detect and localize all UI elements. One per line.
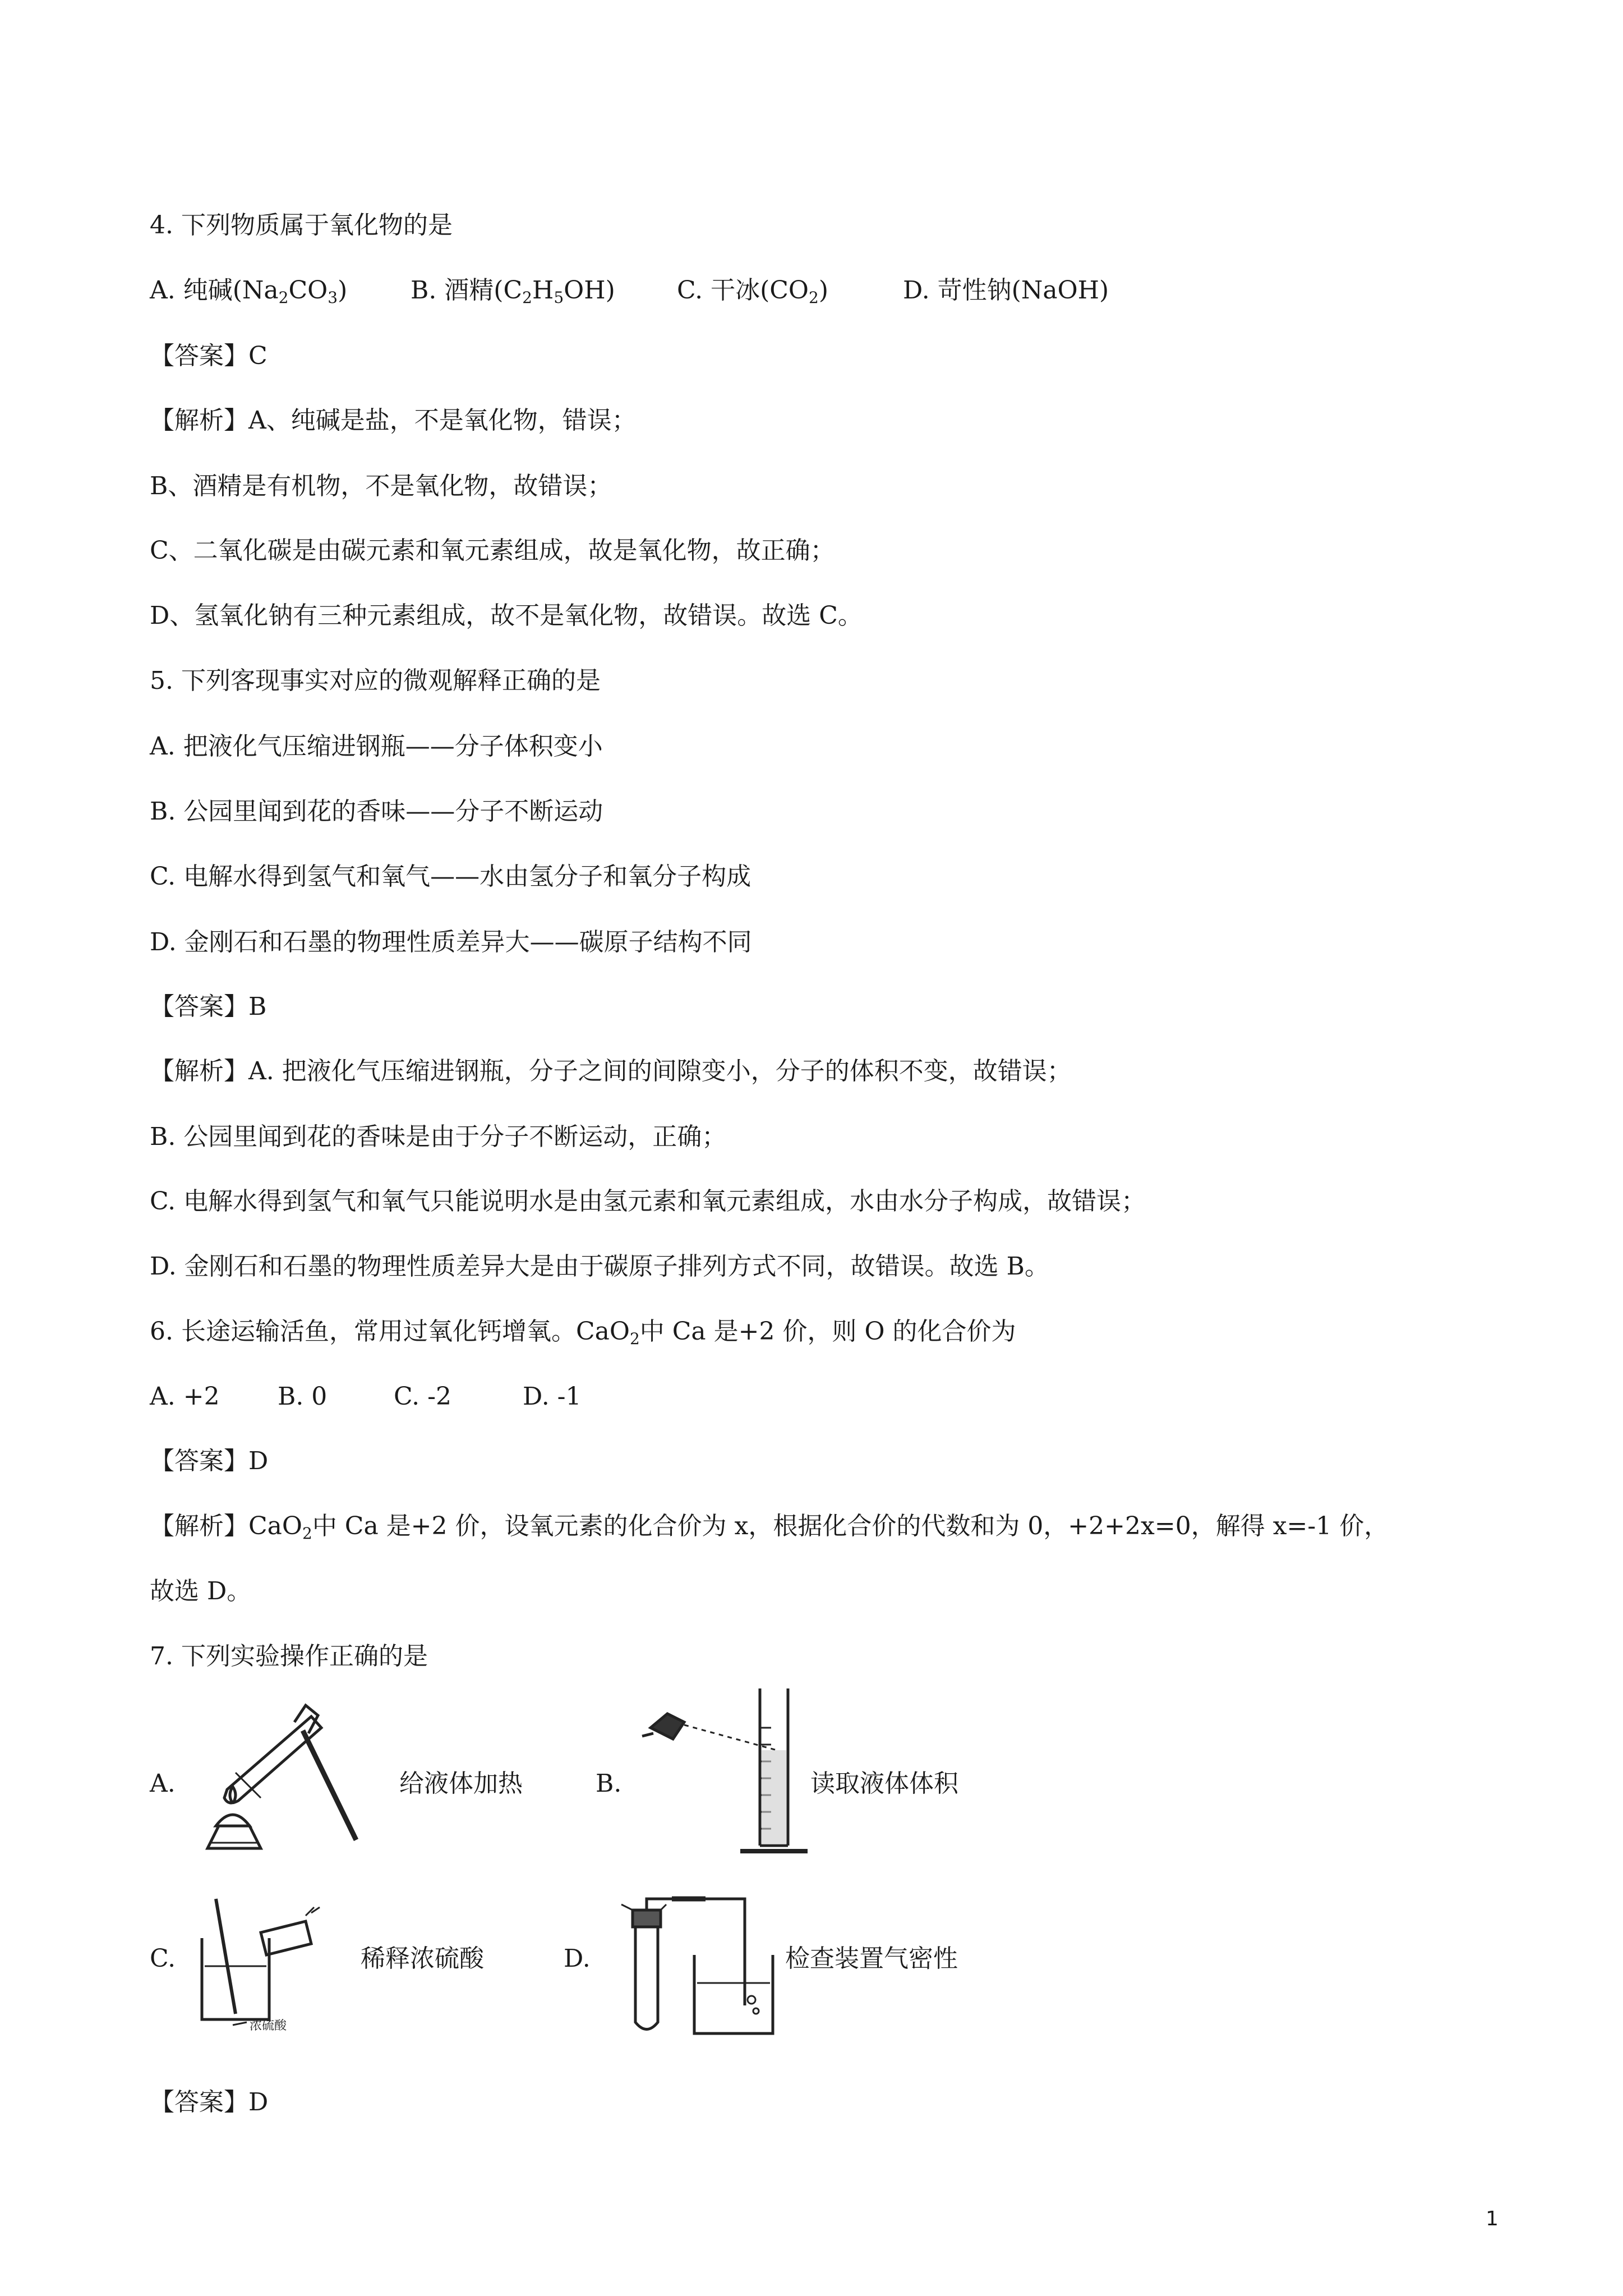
q4-option-c: C. 干冰$(CO_2)$ bbox=[677, 276, 828, 307]
q7-option-d-caption: 检查装置气密性 bbox=[785, 1944, 958, 1973]
q4-answer: 【答案】C bbox=[150, 342, 268, 370]
q6-analysis-line: 故选 D。 bbox=[150, 1577, 252, 1605]
q4-option-d: D. 苛性钠(NaOH) bbox=[903, 276, 1109, 305]
q4-analysis-line: C、二氧化碳是由碳元素和氧元素组成，故是氧化物，故正确； bbox=[150, 536, 835, 565]
q5-analysis-line: D. 金刚石和石墨的物理性质差异大是由于碳原子排列方式不同，故错误。故选 B。 bbox=[150, 1252, 1049, 1281]
airtight-check-figure bbox=[605, 1893, 790, 2045]
q7-option-b-letter: B. bbox=[596, 1769, 622, 1798]
q5-option-c: C. 电解水得到氢气和氧气——水由氢分子和氧分子构成 bbox=[150, 862, 751, 891]
q6-answer: 【答案】D bbox=[150, 1447, 269, 1475]
q5-answer: 【答案】B bbox=[150, 992, 267, 1021]
diluting-acid-figure bbox=[193, 1893, 339, 2033]
q7-option-a-letter: A. bbox=[150, 1769, 176, 1798]
q5-stem: 5. 下列客现事实对应的微观解释正确的是 bbox=[150, 666, 601, 695]
q7-option-c-letter: C. bbox=[150, 1944, 176, 1973]
q5-analysis-line: B. 公园里闻到花的香味是由于分子不断运动，正确； bbox=[150, 1122, 727, 1151]
q7-option-b-caption: 读取液体体积 bbox=[810, 1769, 958, 1798]
q6-options bbox=[150, 1380, 582, 1414]
q5-analysis-line: C. 电解水得到氢气和氧气只能说明水是由氢元素和氧元素组成，水由水分子构成，故错误； bbox=[150, 1187, 1146, 1216]
q5-analysis-line: 【解析】A. 把液化气压缩进钢瓶，分子之间的间隙变小，分子的体积不变，故错误； bbox=[150, 1057, 1072, 1085]
q4-option-b: B. 酒精$(C_2H_5OH)$ bbox=[411, 276, 615, 307]
q4-analysis-line: 【解析】A、纯碱是盐，不是氧化物，错误； bbox=[150, 406, 637, 435]
q4-option-a: A. 纯碱$(Na_2CO_3)$ bbox=[150, 276, 348, 307]
q6-option-b: B. 0 bbox=[278, 1382, 328, 1411]
q4-options bbox=[150, 274, 1109, 307]
q4-stem: 4. 下列物质属于氧化物的是 bbox=[150, 211, 453, 240]
q6-stem: 6. 长途运输活鱼，常用过氧化钙增氧。CaO$_2$中 Ca 是+2 价，则 O 的化合价为 bbox=[150, 1317, 1016, 1348]
q6-option-d: D. -1 bbox=[523, 1382, 582, 1411]
heating-liquid-figure bbox=[193, 1688, 373, 1851]
q5-option-a: A. 把液化气压缩进钢瓶——分子体积变小 bbox=[150, 732, 603, 761]
q5-option-d: D. 金刚石和石墨的物理性质差异大——碳原子结构不同 bbox=[150, 928, 752, 956]
reading-volume-figure bbox=[639, 1683, 819, 1862]
q4-analysis-line: B、酒精是有机物，不是氧化物，故错误； bbox=[150, 472, 612, 500]
conc-sulfuric-acid-label: 浓硫酸 bbox=[250, 2019, 287, 2033]
page-number: 1 bbox=[1486, 2207, 1498, 2230]
q6-analysis-line: 【解析】CaO$_2$中 Ca 是+2 价，设氧元素的化合价为 x，根据化合价的代数和为 0，+2+2x=0，解得 x=-1 价， bbox=[150, 1512, 1389, 1543]
q4-analysis-line: D、氢氧化钠有三种元素组成，故不是氧化物，故错误。故选 C。 bbox=[150, 601, 863, 630]
q7-option-d-letter: D. bbox=[564, 1944, 591, 1973]
q6-option-a: A. +2 bbox=[150, 1382, 220, 1411]
q7-option-c-caption: 稀释浓硫酸 bbox=[361, 1944, 484, 1973]
q6-option-c: C. -2 bbox=[394, 1382, 451, 1411]
q7-option-a-caption: 给液体加热 bbox=[399, 1769, 523, 1798]
q7-stem: 7. 下列实验操作正确的是 bbox=[150, 1642, 428, 1671]
q7-answer: 【答案】D bbox=[150, 2088, 269, 2116]
q5-option-b: B. 公园里闻到花的香味——分子不断运动 bbox=[150, 797, 603, 826]
